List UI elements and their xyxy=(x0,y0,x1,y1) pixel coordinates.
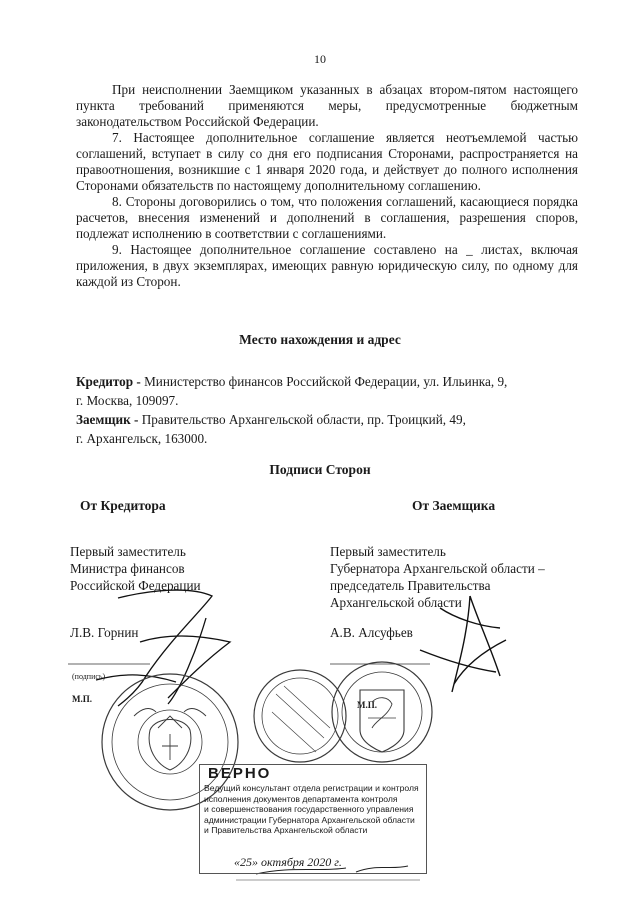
borrower-label: Заемщик - xyxy=(76,412,139,427)
left-sign-caption: (подпись) xyxy=(72,672,106,681)
right-position-line: Губернатора Архангельской области – xyxy=(330,561,545,576)
right-signature xyxy=(420,596,506,692)
page-number: 10 xyxy=(314,52,326,66)
right-title: От Заемщика xyxy=(412,498,496,513)
stamp-line: исполнения документов департамента контроля xyxy=(204,793,398,804)
creditor-label: Кредитор - xyxy=(76,374,141,389)
paragraph-8: 8. Стороны договорились о том, что положения соглашений, касающиеся порядка расчетов, внесения изменений и дополнений в соглашения, разрешения споров, подлежат исполнению в соответствии с соглашениями. xyxy=(76,194,578,241)
paragraph-9: 9. Настоящее дополнительное соглашение составлено на _ листах, включая приложения, в двух экземплярах, имеющих равную юридическую силу, по одному для каждой из Сторон. xyxy=(76,242,578,289)
right-signer-name: А.В. Алсуфьев xyxy=(330,625,413,640)
left-signer-name: Л.В. Горнин xyxy=(70,625,139,640)
left-title: От Кредитора xyxy=(80,498,166,513)
stamp-line: и Правительства Архангельской области xyxy=(204,825,368,836)
paragraph-1: При неисполнении Заемщиком указанных в абзацах втором-пятом настоящего пункта требований применяются меры, предусмотренные бюджетным законодательством Российской Федерации. xyxy=(76,82,578,129)
stamp-line: администрации Губернатора Архангельской области xyxy=(204,814,415,825)
left-position-line: Первый заместитель xyxy=(70,544,186,559)
stamp-date: «25» октября 2020 г. xyxy=(234,855,342,869)
right-mp: М.П. xyxy=(357,700,377,710)
left-position-line: Российской Федерации xyxy=(70,578,201,593)
left-mp: М.П. xyxy=(72,694,92,704)
creditor-text-2: г. Москва, 109097. xyxy=(76,393,179,408)
stamp-text xyxy=(200,783,426,836)
left-position-line: Министра финансов xyxy=(70,561,185,576)
right-position-line: Архангельской области xyxy=(330,595,462,610)
paragraph-7: 7. Настоящее дополнительное соглашение является неотъемлемой частью соглашений, вступает в силу со дня его подписания Сторонами, распространяется на правоотношения, возникшие с 1 января 2020 года, и действует до полного исполнения Сторонами обязательств по настоящему дополнительному соглашению. xyxy=(76,130,578,193)
left-signature xyxy=(96,590,230,706)
right-position-line: Первый заместитель xyxy=(330,544,446,559)
signatures-heading: Подписи Сторон xyxy=(269,462,371,477)
stamp-title: ВЕРНО xyxy=(208,765,272,782)
certification-stamp xyxy=(199,764,427,874)
stamp-line: Ведущий консультант отдела регистрации и контроля xyxy=(204,783,419,793)
borrower-text-2: г. Архангельск, 163000. xyxy=(76,431,208,446)
right-round-seal xyxy=(332,662,432,762)
borrower-text: Правительство Архангельской области, пр. Троицкий, 49, xyxy=(141,412,466,427)
right-position-line: председатель Правительства xyxy=(330,578,491,593)
creditor-text: Министерство финансов Российской Федерации, ул. Ильинка, 9, xyxy=(144,374,508,389)
location-heading: Место нахождения и адрес xyxy=(239,332,401,347)
stamp-line: и совершенствования государственного управления xyxy=(204,804,414,815)
